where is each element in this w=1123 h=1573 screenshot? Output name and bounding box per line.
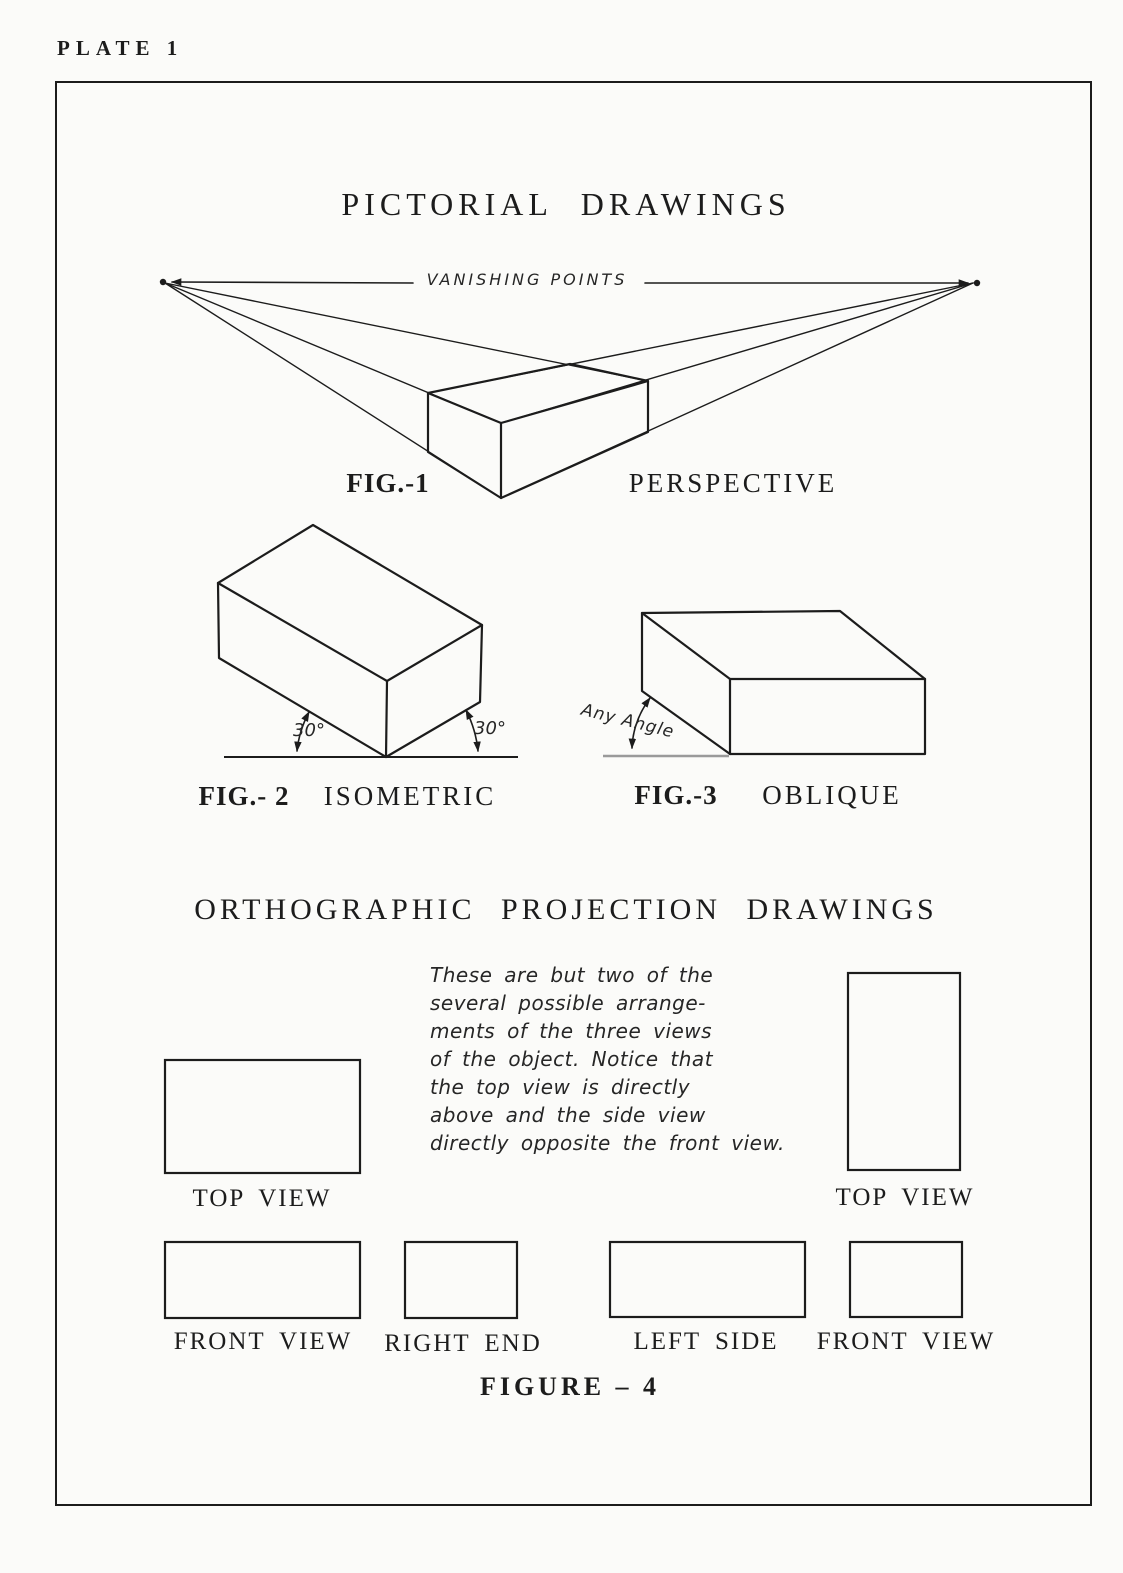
fig2-isometric-drawing [218,525,518,757]
note-line: ments of the three views [430,1019,713,1043]
fig2-label: FIG.- 2 [198,781,290,811]
label-top-view-left: TOP VIEW [192,1185,332,1212]
note-line: above and the side view [430,1103,706,1127]
fig1-perspective-drawing [160,279,980,498]
view-rect-top-left [165,1060,360,1173]
fig3-any-angle-label: Any Angle [579,700,677,743]
orthographic-note [430,961,785,1157]
fig3-label: FIG.-3 [634,780,718,810]
fig2-name: ISOMETRIC [323,781,497,811]
figure4-label: FIGURE – 4 [479,1372,661,1401]
view-rect-front-left [165,1242,360,1318]
pictorial-section-title: PICTORIAL DRAWINGS [341,186,791,222]
left-vanishing-point-dot [160,279,166,285]
orthographic-section-title: ORTHOGRAPHIC PROJECTION DRAWINGS [194,893,938,926]
label-front-view-right: FRONT VIEW [816,1328,996,1355]
view-rect-front-right [850,1242,962,1317]
label-left-side: LEFT SIDE [633,1328,779,1355]
plate-title: PLATE 1 [57,36,184,60]
fig2-right-angle-label: 30° [474,718,506,739]
note-line: These are but two of the [430,963,714,987]
note-line: several possible arrange- [430,991,706,1015]
fig1-perspective-box [428,364,648,498]
vanishing-points-label: VANISHING POINTS [426,270,628,289]
fig2-left-angle-label: 30° [293,720,325,741]
fig3-oblique-box [642,611,925,754]
fig1-construction-lines [165,283,973,498]
right-vanishing-point-dot [974,280,980,286]
label-top-view-right: TOP VIEW [835,1184,975,1211]
fig1-label: FIG.-1 [346,468,430,498]
view-rect-right-end [405,1242,517,1318]
view-rect-left-side [610,1242,805,1317]
fig1-name: PERSPECTIVE [628,468,838,498]
note-line: of the object. Notice that [430,1047,714,1071]
note-line: directly opposite the front view. [430,1131,785,1155]
label-right-end: RIGHT END [384,1330,542,1357]
fig3-name: OBLIQUE [762,780,902,810]
fig2-isometric-box [218,525,482,757]
view-rect-top-right [848,973,960,1170]
label-front-view-left: FRONT VIEW [173,1328,353,1355]
note-line: the top view is directly [430,1075,691,1099]
